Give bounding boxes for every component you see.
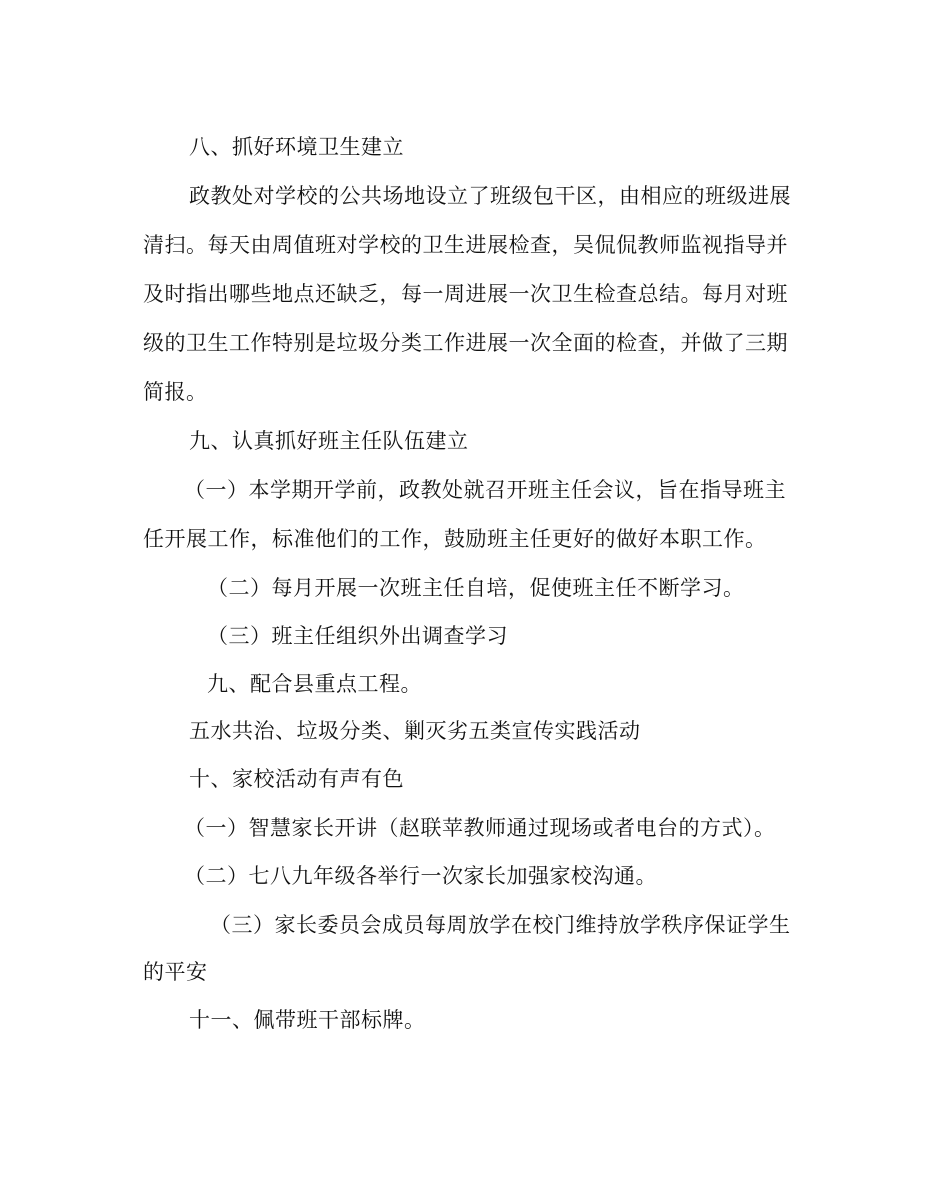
paragraph-line: 及时指出哪些地点还缺乏，每一周进展一次卫生检查总结。每月对班 [143,282,788,306]
paragraph-line: 任开展工作，标准他们的工作，鼓励班主任更好的做好本职工作。 [143,527,767,551]
list-item: （三）家长委员会成员每周放学在校门维持放学秩序保证学生 [210,913,791,937]
heading-county-project: 九、配合县重点工程。 [207,672,422,696]
heading-environment-hygiene: 八、抓好环境卫生建立 [189,135,404,159]
list-item: （一）智慧家长开讲（赵联苹教师通过现场或者电台的方式）。 [184,816,776,840]
heading-cadre-badge: 十一、佩带班干部标牌。 [189,1008,426,1032]
paragraph-line: 级的卫生工作特别是垃圾分类工作进展一次全面的检查，并做了三期 [143,331,788,355]
paragraph-line: （一）本学期开学前，政教处就召开班主任会议，旨在指导班主 [184,478,786,502]
heading-class-teacher-team: 九、认真抓好班主任队伍建立 [189,429,469,453]
paragraph-line: 的平安 [143,960,208,984]
paragraph-line: 简报。 [143,380,208,404]
list-item: （二）每月开展一次班主任自培，促使班主任不断学习。 [207,576,745,600]
paragraph-line: 政教处对学校的公共场地设立了班级包干区，由相应的班级进展 [189,184,791,208]
heading-home-school-activities: 十、家校活动有声有色 [189,767,404,791]
list-item: （三）班主任组织外出调查学习 [207,624,508,648]
paragraph-line: 清扫。每天由周值班对学校的卫生进展检查，吴侃侃教师监视指导并 [143,233,788,257]
paragraph-line: 五水共治、垃圾分类、剿灭劣五类宣传实践活动 [189,719,641,743]
list-item: （二）七八九年级各举行一次家长加强家校沟通。 [184,864,657,888]
